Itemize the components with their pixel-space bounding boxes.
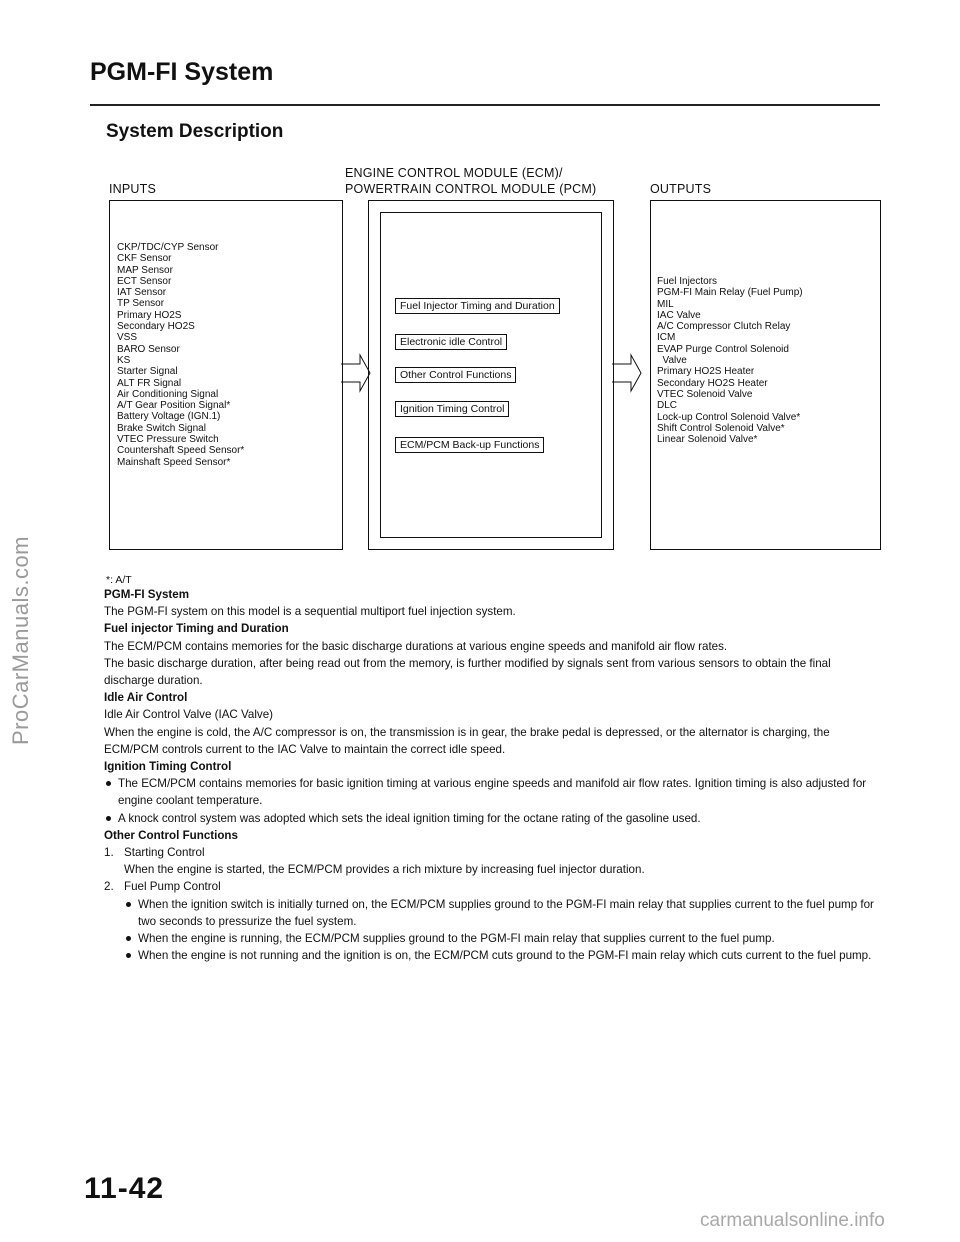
output-item: Linear Solenoid Valve* bbox=[657, 434, 758, 446]
input-signal-item: Primary HO2S bbox=[117, 309, 182, 321]
input-signal-item: ALT FR Signal bbox=[117, 377, 182, 389]
item-starting-control bbox=[104, 844, 879, 861]
output-item: VTEC Solenoid Valve bbox=[657, 388, 753, 400]
outputs-list bbox=[657, 276, 803, 445]
input-signal-item: TP Sensor bbox=[117, 298, 165, 310]
output-item: IAC Valve bbox=[657, 309, 701, 321]
section-title: System Description bbox=[106, 121, 284, 142]
input-signal-item: Countershaft Speed Sensor* bbox=[117, 445, 245, 457]
item-number-2: 2. bbox=[104, 880, 114, 894]
item-title-starting: Starting Control bbox=[124, 846, 205, 860]
input-signal-item: Secondary HO2S bbox=[117, 321, 195, 333]
item-number-1: 1. bbox=[104, 846, 114, 860]
page-number: 11-42 bbox=[84, 1172, 165, 1205]
input-arrow-icon bbox=[340, 350, 380, 400]
function-electronic-idle-control: Electronic idle Control bbox=[395, 334, 507, 350]
output-item: Primary HO2S Heater bbox=[657, 366, 755, 378]
output-item: ICM bbox=[657, 332, 676, 344]
inputs-heading: INPUTS bbox=[109, 182, 157, 196]
bullet-fuel-pump-2: When the engine is running, the ECM/PCM supplies ground to the PGM-FI main relay that supplies current to the fuel pump. bbox=[104, 930, 879, 947]
bottom-watermark: carmanualsonline.info bbox=[700, 1210, 885, 1231]
output-item: A/C Compressor Clutch Relay bbox=[657, 321, 791, 333]
input-signal-item: A/T Gear Position Signal* bbox=[117, 400, 231, 412]
heading-idle-air: Idle Air Control bbox=[104, 691, 188, 705]
bullet-fuel-pump-1: When the ignition switch is initially turned on, the ECM/PCM supplies ground to the PGM-FI main relay that supplies current to the fuel pump for two seconds to pressurize the fuel system. bbox=[104, 896, 879, 930]
output-item: DLC bbox=[657, 400, 678, 412]
para-starting: When the engine is started, the ECM/PCM provides a rich mixture by increasing fuel injector duration. bbox=[124, 863, 645, 877]
outputs-heading: OUTPUTS bbox=[650, 182, 712, 196]
function-other-control: Other Control Functions bbox=[395, 367, 516, 383]
function-backup: ECM/PCM Back-up Functions bbox=[395, 437, 544, 453]
para-idle-1: Idle Air Control Valve (IAC Valve) bbox=[104, 708, 274, 722]
para-idle-2: When the engine is cold, the A/C compressor is on, the transmission is in gear, the brake pedal is depressed, or the alternator is charging, the ECM/PCM controls current to the IAC Valve to maintain the correct idle speed. bbox=[104, 725, 830, 756]
diagram-footnote: *: A/T bbox=[106, 574, 132, 586]
input-signal-item: CKF Sensor bbox=[117, 253, 172, 265]
heading-pgmfi: PGM-FI System bbox=[104, 588, 190, 601]
side-watermark: ProCarManuals.com bbox=[8, 535, 33, 745]
input-signal-item: Brake Switch Signal bbox=[117, 422, 206, 434]
item-fuel-pump-control bbox=[104, 878, 879, 895]
heading-other-functions: Other Control Functions bbox=[104, 828, 238, 842]
outputs-box bbox=[650, 200, 881, 550]
input-signal-item: IAT Sensor bbox=[117, 287, 167, 299]
input-signal-item: CKP/TDC/CYP Sensor bbox=[117, 242, 219, 253]
output-item: MIL bbox=[657, 298, 674, 310]
item-title-fuel-pump: Fuel Pump Control bbox=[124, 880, 221, 894]
input-signal-item: BARO Sensor bbox=[117, 343, 180, 355]
output-item: EVAP Purge Control Solenoid bbox=[657, 343, 789, 355]
heading-ignition: Ignition Timing Control bbox=[104, 760, 232, 774]
para-pgmfi: The PGM-FI system on this model is a sequential multiport fuel injection system. bbox=[104, 605, 516, 619]
inputs-box bbox=[109, 200, 343, 550]
input-signal-item: VTEC Pressure Switch bbox=[117, 434, 219, 446]
function-ignition-timing: Ignition Timing Control bbox=[395, 401, 509, 417]
output-item: Lock-up Control Solenoid Valve* bbox=[657, 411, 801, 423]
para-fuel-1: The ECM/PCM contains memories for the basic discharge durations at various engine speeds and manifold air flow rates. bbox=[104, 639, 728, 653]
title-rule bbox=[90, 104, 880, 106]
input-signal-item: MAP Sensor bbox=[117, 264, 173, 276]
input-signal-item: KS bbox=[117, 354, 131, 366]
output-item: Fuel Injectors bbox=[657, 276, 718, 287]
output-item: PGM-FI Main Relay (Fuel Pump) bbox=[657, 287, 803, 299]
input-signal-item: Battery Voltage (IGN.1) bbox=[117, 411, 221, 423]
bullet-ignition-1: The ECM/PCM contains memories for basic ignition timing at various engine speeds and manifold air flow rates. Ignition timing is also adjusted for engine coolant temperature. bbox=[104, 775, 879, 809]
heading-fuel-injector: Fuel injector Timing and Duration bbox=[104, 622, 289, 636]
bullet-ignition-2: A knock control system was adopted which sets the ideal ignition timing for the octane rating of the gasoline used. bbox=[104, 810, 879, 827]
page-title: PGM-FI System bbox=[90, 58, 274, 86]
function-fuel-injector-timing: Fuel Injector Timing and Duration bbox=[395, 298, 560, 314]
input-signal-item: Starter Signal bbox=[117, 366, 178, 378]
output-item: Shift Control Solenoid Valve* bbox=[657, 422, 785, 434]
ecm-heading-line2: POWERTRAIN CONTROL MODULE (PCM) bbox=[345, 182, 597, 196]
output-item: Secondary HO2S Heater bbox=[657, 377, 768, 389]
input-signal-item: ECT Sensor bbox=[117, 275, 172, 287]
inputs-list bbox=[117, 242, 244, 468]
bullet-fuel-pump-3: When the engine is not running and the ignition is on, the ECM/PCM cuts ground to the PGM-FI main relay which cuts current to the fuel pump. bbox=[104, 947, 879, 964]
body-text bbox=[104, 586, 879, 964]
para-fuel-2: The basic discharge duration, after being read out from the memory, is further modified by signals sent from various sensors to obtain the final discharge duration. bbox=[104, 656, 831, 688]
input-signal-item: Mainshaft Speed Sensor* bbox=[117, 456, 231, 468]
output-arrow-icon bbox=[611, 350, 651, 400]
output-item: Valve bbox=[657, 355, 687, 367]
input-signal-item: VSS bbox=[117, 332, 138, 344]
ecm-heading-line1: ENGINE CONTROL MODULE (ECM)/ bbox=[345, 166, 563, 180]
input-signal-item: Air Conditioning Signal bbox=[117, 388, 219, 400]
